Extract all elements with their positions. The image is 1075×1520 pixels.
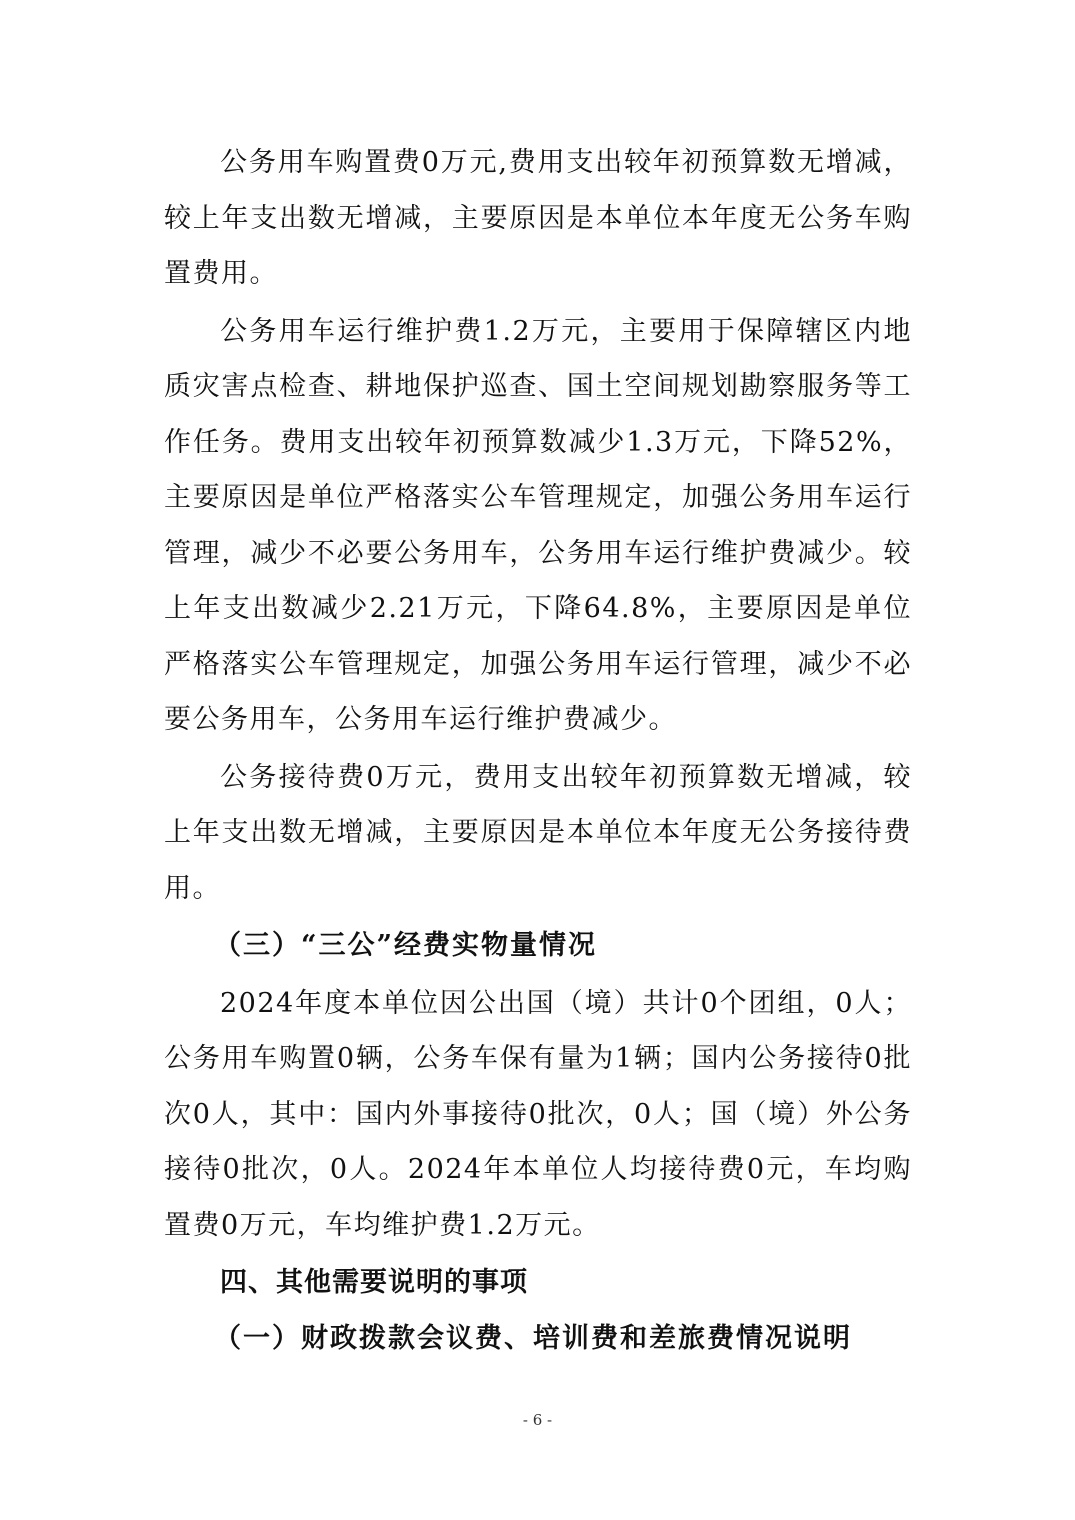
document-body	[164, 135, 912, 1366]
paragraph-vehicle-purchase: 公务用车购置费0万元,费用支出较年初预算数无增减，较上年支出数无增减，主要原因是本单位本年度无公务车购置费用。	[164, 147, 912, 289]
paragraph-physical-quantity: 2024年度本单位因公出国（境）共计0个团组，0人；公务用车购置0辆，公务车保有量为1辆；国内公务接待0批次0人，其中：国内外事接待0批次，0人；国（境）外公务接待0批次，0人。2024年本单位人均接待费0元，车均购置费0万元，车均维护费1.2万元。	[164, 987, 912, 1241]
subheading-three-public-quantity: （三）“三公”经费实物量情况	[214, 930, 598, 961]
page-number: - 6 -	[522, 1411, 553, 1429]
paragraph-reception: 公务接待费0万元，费用支出较年初预算数无增减，较上年支出数无增减，主要原因是本单位本年度无公务接待费用。	[164, 761, 912, 904]
paragraph-vehicle-maintenance: 公务用车运行维护费1.2万元，主要用于保障辖区内地质灾害点检查、耕地保护巡查、国土空间规划勘察服务等工作任务。费用支出较年初预算数减少1.3万元，下降52%，主要原因是单位严格落实公车管理规定，加强公务用车运行管理，减少不必要公务用车，公务用车运行维护费减少。较上年支出数减少2.21万元，下降64.8%，主要原因是单位严格落实公车管理规定，加强公务用车运行管理，减少不必要公务用车，公务用车运行维护费减少。	[164, 315, 912, 735]
subheading-meeting-training-travel: （一）财政拨款会议费、培训费和差旅费情况说明	[214, 1322, 852, 1354]
section-heading-other-matters: 四、其他需要说明的事项	[220, 1267, 528, 1298]
